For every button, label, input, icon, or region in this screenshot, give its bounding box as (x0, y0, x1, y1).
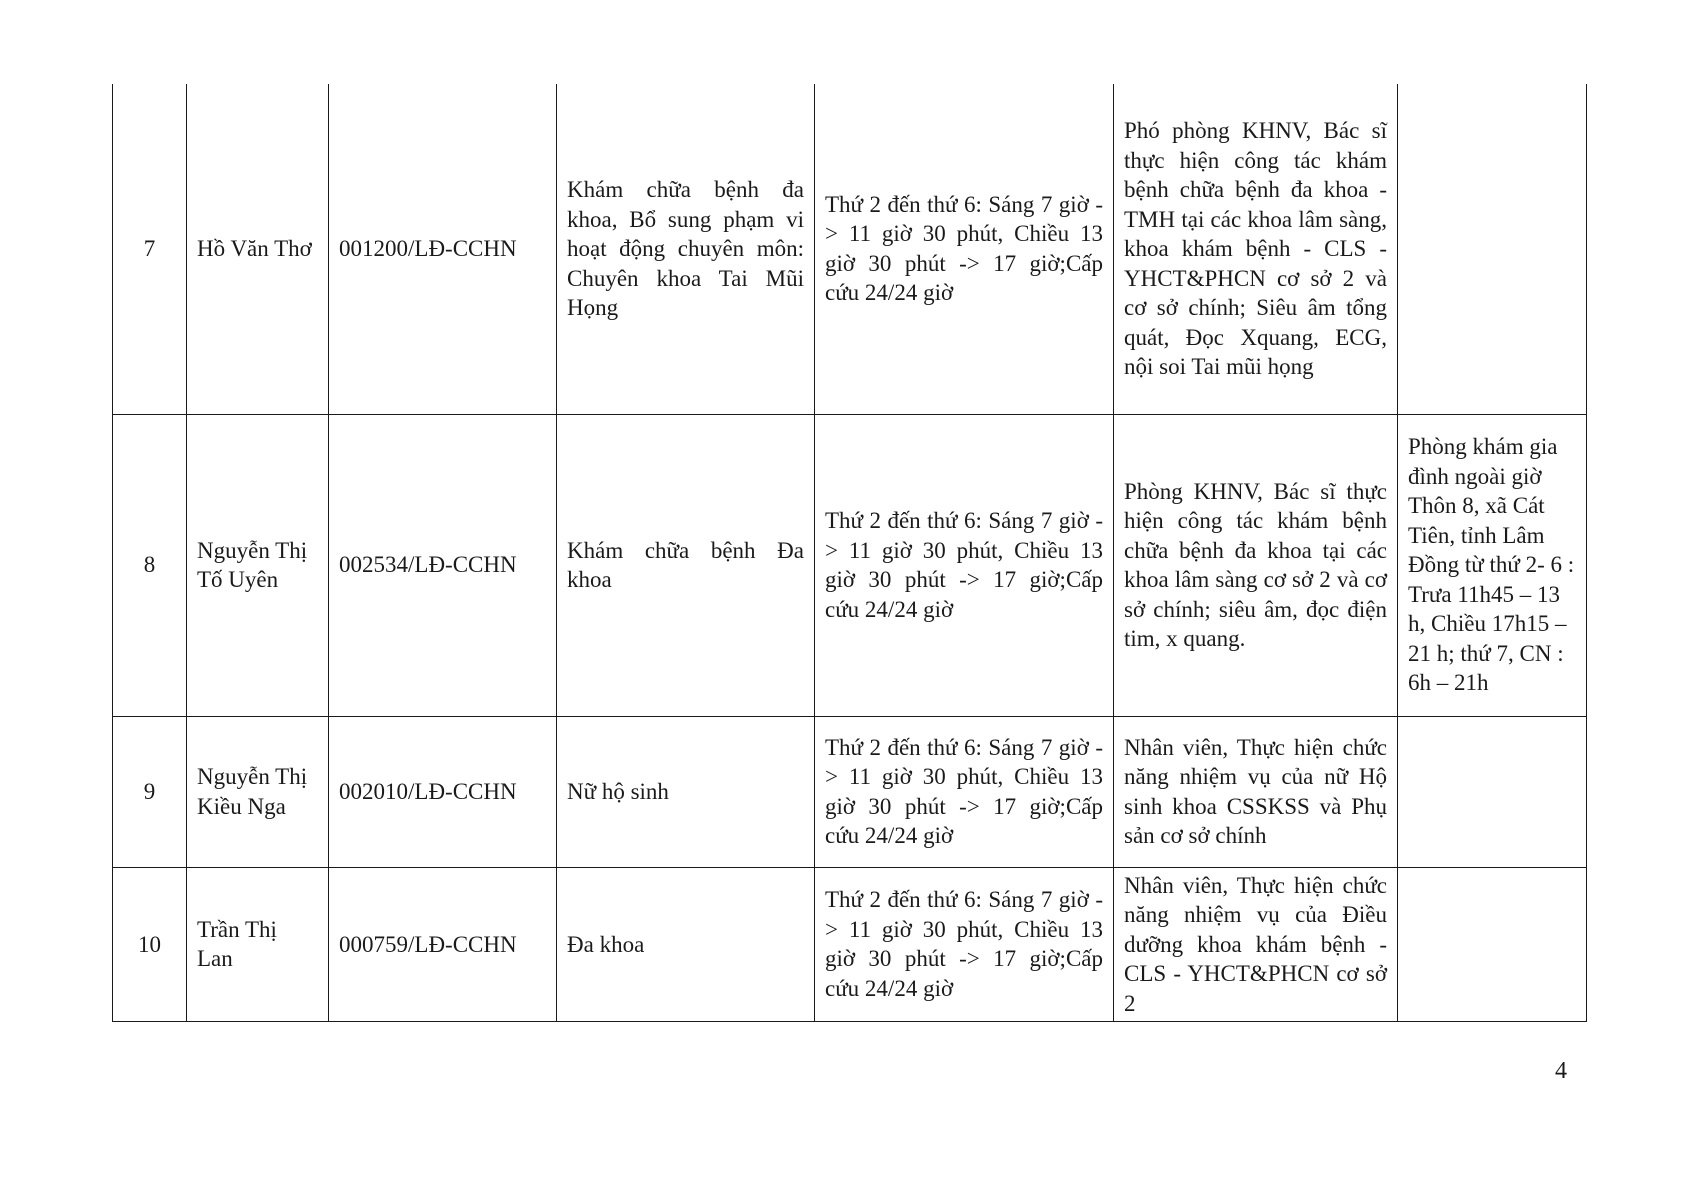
working-hours: Thứ 2 đến thứ 6: Sáng 7 giờ -> 11 giờ 30 phút, Chiều 13 giờ 30 phút -> 17 giờ;Cấp cứu 24/24 giờ (815, 84, 1114, 414)
job-position: Phòng KHNV, Bác sĩ thực hiện công tác khám bệnh chữa bệnh đa khoa tại các khoa lâm sàng cơ sở 2 và cơ sở chính; siêu âm, đọc điện tim, x quang. (1114, 414, 1398, 716)
license-number: 001200/LĐ-CCHN (329, 84, 557, 414)
table-row (113, 867, 1587, 1022)
note: Phòng khám gia đình ngoài giờ Thôn 8, xã Cát Tiên, tỉnh Lâm Đồng từ thứ 2- 6 : Trưa 11h45 – 13 h, Chiều 17h15 – 21 h; thứ 7, CN : 6h – 21h (1398, 414, 1587, 716)
staff-name: Hồ Văn Thơ (187, 84, 329, 414)
license-number: 000759/LĐ-CCHN (329, 867, 557, 1022)
table-row (113, 716, 1587, 867)
staff-name: Trần Thị Lan (187, 867, 329, 1022)
practice-scope: Nữ hộ sinh (557, 716, 815, 867)
row-number: 10 (113, 867, 187, 1022)
row-number: 8 (113, 414, 187, 716)
working-hours: Thứ 2 đến thứ 6: Sáng 7 giờ -> 11 giờ 30 phút, Chiều 13 giờ 30 phút -> 17 giờ;Cấp cứu 24/24 giờ (815, 867, 1114, 1022)
staff-table (112, 84, 1587, 1022)
row-number: 9 (113, 716, 187, 867)
row-number: 7 (113, 84, 187, 414)
practice-scope: Khám chữa bệnh Đa khoa (557, 414, 815, 716)
working-hours: Thứ 2 đến thứ 6: Sáng 7 giờ -> 11 giờ 30 phút, Chiều 13 giờ 30 phút -> 17 giờ;Cấp cứu 24/24 giờ (815, 414, 1114, 716)
job-position: Nhân viên, Thực hiện chức năng nhiệm vụ của Điều dưỡng khoa khám bệnh - CLS - YHCT&PHCN cơ sở 2 (1114, 867, 1398, 1022)
note (1398, 716, 1587, 867)
staff-name: Nguyễn Thị Kiều Nga (187, 716, 329, 867)
license-number: 002010/LĐ-CCHN (329, 716, 557, 867)
license-number: 002534/LĐ-CCHN (329, 414, 557, 716)
page-number: 4 (1555, 1058, 1567, 1084)
job-position: Nhân viên, Thực hiện chức năng nhiệm vụ của nữ Hộ sinh khoa CSSKSS và Phụ sản cơ sở chính (1114, 716, 1398, 867)
working-hours: Thứ 2 đến thứ 6: Sáng 7 giờ -> 11 giờ 30 phút, Chiều 13 giờ 30 phút -> 17 giờ;Cấp cứu 24/24 giờ (815, 716, 1114, 867)
job-position: Phó phòng KHNV, Bác sĩ thực hiện công tác khám bệnh chữa bệnh đa khoa - TMH tại các khoa lâm sàng, khoa khám bệnh - CLS - YHCT&PHCN cơ sở 2 và cơ sở chính; Siêu âm tổng quát, Đọc Xquang, ECG, nội soi Tai mũi họng (1114, 84, 1398, 414)
table-row (113, 414, 1587, 716)
note (1398, 84, 1587, 414)
note (1398, 867, 1587, 1022)
table-row (113, 84, 1587, 414)
practice-scope: Khám chữa bệnh đa khoa, Bổ sung phạm vi hoạt động chuyên môn: Chuyên khoa Tai Mũi Họng (557, 84, 815, 414)
practice-scope: Đa khoa (557, 867, 815, 1022)
staff-name: Nguyễn Thị Tố Uyên (187, 414, 329, 716)
